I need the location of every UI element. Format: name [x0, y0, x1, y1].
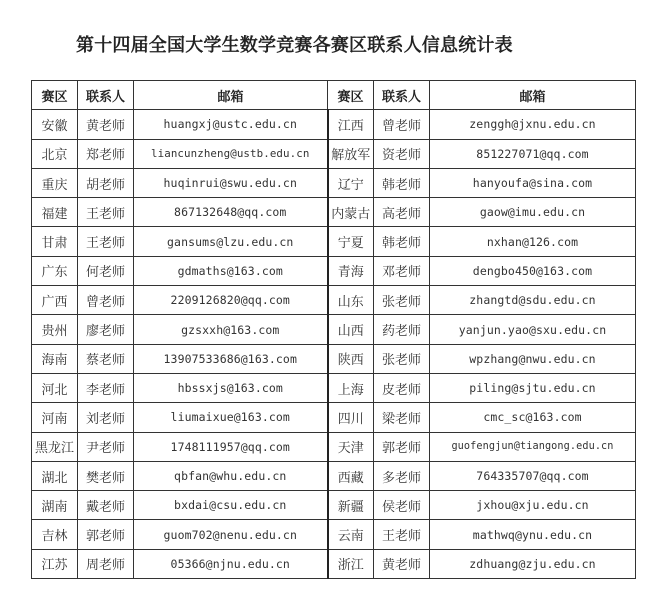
table-row [32, 315, 636, 344]
header-contact: 联系人 [374, 81, 430, 110]
cell-region: 甘肃 [32, 227, 78, 256]
cell-contact: 蔡老师 [78, 344, 134, 373]
table-row [32, 344, 636, 373]
cell-contact: 戴老师 [78, 491, 134, 520]
cell-region: 新疆 [328, 491, 374, 520]
cell-region: 河北 [32, 373, 78, 402]
cell-contact: 高老师 [374, 198, 430, 227]
cell-email: 764335707@qq.com [430, 461, 636, 490]
cell-email: yanjun.yao@sxu.edu.cn [430, 315, 636, 344]
cell-region: 广西 [32, 286, 78, 315]
cell-email: 05366@njnu.edu.cn [134, 549, 328, 578]
cell-region: 江苏 [32, 549, 78, 578]
cell-email: zhangtd@sdu.edu.cn [430, 286, 636, 315]
header-region: 赛区 [328, 81, 374, 110]
cell-email: gaow@imu.edu.cn [430, 198, 636, 227]
cell-region: 宁夏 [328, 227, 374, 256]
cell-region: 贵州 [32, 315, 78, 344]
cell-email: gzsxxh@163.com [134, 315, 328, 344]
cell-region: 辽宁 [328, 168, 374, 197]
cell-contact: 王老师 [78, 198, 134, 227]
table-row [32, 286, 636, 315]
cell-region: 吉林 [32, 520, 78, 549]
cell-contact: 胡老师 [78, 168, 134, 197]
cell-region: 西藏 [328, 461, 374, 490]
cell-contact: 尹老师 [78, 432, 134, 461]
table-row [32, 227, 636, 256]
cell-region: 解放军 [328, 139, 374, 168]
cell-email: dengbo450@163.com [430, 256, 636, 285]
cell-email: gdmaths@163.com [134, 256, 328, 285]
cell-contact: 曾老师 [374, 110, 430, 139]
table-row [32, 432, 636, 461]
cell-contact: 刘老师 [78, 403, 134, 432]
table-row [32, 256, 636, 285]
cell-contact: 张老师 [374, 286, 430, 315]
cell-email: 2209126820@qq.com [134, 286, 328, 315]
cell-region: 内蒙古 [328, 198, 374, 227]
cell-contact: 郭老师 [78, 520, 134, 549]
cell-email: jxhou@xju.edu.cn [430, 491, 636, 520]
table-row [32, 520, 636, 549]
cell-region: 山东 [328, 286, 374, 315]
cell-region: 云南 [328, 520, 374, 549]
cell-contact: 韩老师 [374, 227, 430, 256]
cell-region: 天津 [328, 432, 374, 461]
cell-email: hanyoufa@sina.com [430, 168, 636, 197]
cell-contact: 资老师 [374, 139, 430, 168]
table-row [32, 110, 636, 139]
cell-region: 海南 [32, 344, 78, 373]
page-title: 第十四届全国大学生数学竞赛各赛区联系人信息统计表 [76, 35, 513, 56]
cell-contact: 郑老师 [78, 139, 134, 168]
table-row [32, 373, 636, 402]
cell-region: 广东 [32, 256, 78, 285]
cell-contact: 曾老师 [78, 286, 134, 315]
cell-region: 湖南 [32, 491, 78, 520]
cell-email: zenggh@jxnu.edu.cn [430, 110, 636, 139]
cell-contact: 黄老师 [78, 110, 134, 139]
cell-email: 13907533686@163.com [134, 344, 328, 373]
cell-email: 867132648@qq.com [134, 198, 328, 227]
cell-email: piling@sjtu.edu.cn [430, 373, 636, 402]
cell-contact: 周老师 [78, 549, 134, 578]
cell-email: gansums@lzu.edu.cn [134, 227, 328, 256]
cell-email: bxdai@csu.edu.cn [134, 491, 328, 520]
table-row [32, 403, 636, 432]
cell-region: 重庆 [32, 168, 78, 197]
cell-email: 1748111957@qq.com [134, 432, 328, 461]
cell-contact: 邓老师 [374, 256, 430, 285]
table-row [32, 168, 636, 197]
cell-region: 青海 [328, 256, 374, 285]
cell-contact: 张老师 [374, 344, 430, 373]
cell-region: 河南 [32, 403, 78, 432]
header-contact: 联系人 [78, 81, 134, 110]
cell-contact: 樊老师 [78, 461, 134, 490]
table-row [32, 491, 636, 520]
cell-region: 山西 [328, 315, 374, 344]
cell-contact: 廖老师 [78, 315, 134, 344]
cell-region: 湖北 [32, 461, 78, 490]
table-row [32, 198, 636, 227]
cell-contact: 多老师 [374, 461, 430, 490]
cell-contact: 梁老师 [374, 403, 430, 432]
cell-region: 浙江 [328, 549, 374, 578]
cell-contact: 黄老师 [374, 549, 430, 578]
cell-contact: 皮老师 [374, 373, 430, 402]
cell-region: 陕西 [328, 344, 374, 373]
cell-region: 安徽 [32, 110, 78, 139]
cell-email: 851227071@qq.com [430, 139, 636, 168]
cell-email: cmc_sc@163.com [430, 403, 636, 432]
table-body [32, 110, 636, 579]
cell-region: 福建 [32, 198, 78, 227]
header-region: 赛区 [32, 81, 78, 110]
header-email: 邮箱 [430, 81, 636, 110]
cell-region: 四川 [328, 403, 374, 432]
cell-region: 江西 [328, 110, 374, 139]
cell-email: hbssxjs@163.com [134, 373, 328, 402]
cell-contact: 王老师 [374, 520, 430, 549]
cell-contact: 侯老师 [374, 491, 430, 520]
cell-email: huangxj@ustc.edu.cn [134, 110, 328, 139]
table-row [32, 549, 636, 578]
cell-email: liancunzheng@ustb.edu.cn [134, 139, 328, 168]
cell-region: 上海 [328, 373, 374, 402]
table-row [32, 461, 636, 490]
cell-contact: 郭老师 [374, 432, 430, 461]
cell-email: zdhuang@zju.edu.cn [430, 549, 636, 578]
cell-email: liumaixue@163.com [134, 403, 328, 432]
cell-region: 北京 [32, 139, 78, 168]
table-header-row [32, 81, 636, 110]
cell-email: nxhan@126.com [430, 227, 636, 256]
cell-contact: 药老师 [374, 315, 430, 344]
cell-email: guom702@nenu.edu.cn [134, 520, 328, 549]
cell-email: mathwq@ynu.edu.cn [430, 520, 636, 549]
table-row [32, 139, 636, 168]
cell-region: 黑龙江 [32, 432, 78, 461]
cell-email: huqinrui@swu.edu.cn [134, 168, 328, 197]
contacts-table [31, 80, 636, 579]
header-email: 邮箱 [134, 81, 328, 110]
cell-contact: 何老师 [78, 256, 134, 285]
cell-email: qbfan@whu.edu.cn [134, 461, 328, 490]
cell-email: wpzhang@nwu.edu.cn [430, 344, 636, 373]
cell-contact: 韩老师 [374, 168, 430, 197]
cell-contact: 王老师 [78, 227, 134, 256]
cell-contact: 李老师 [78, 373, 134, 402]
cell-email: guofengjun@tiangong.edu.cn [430, 432, 636, 461]
